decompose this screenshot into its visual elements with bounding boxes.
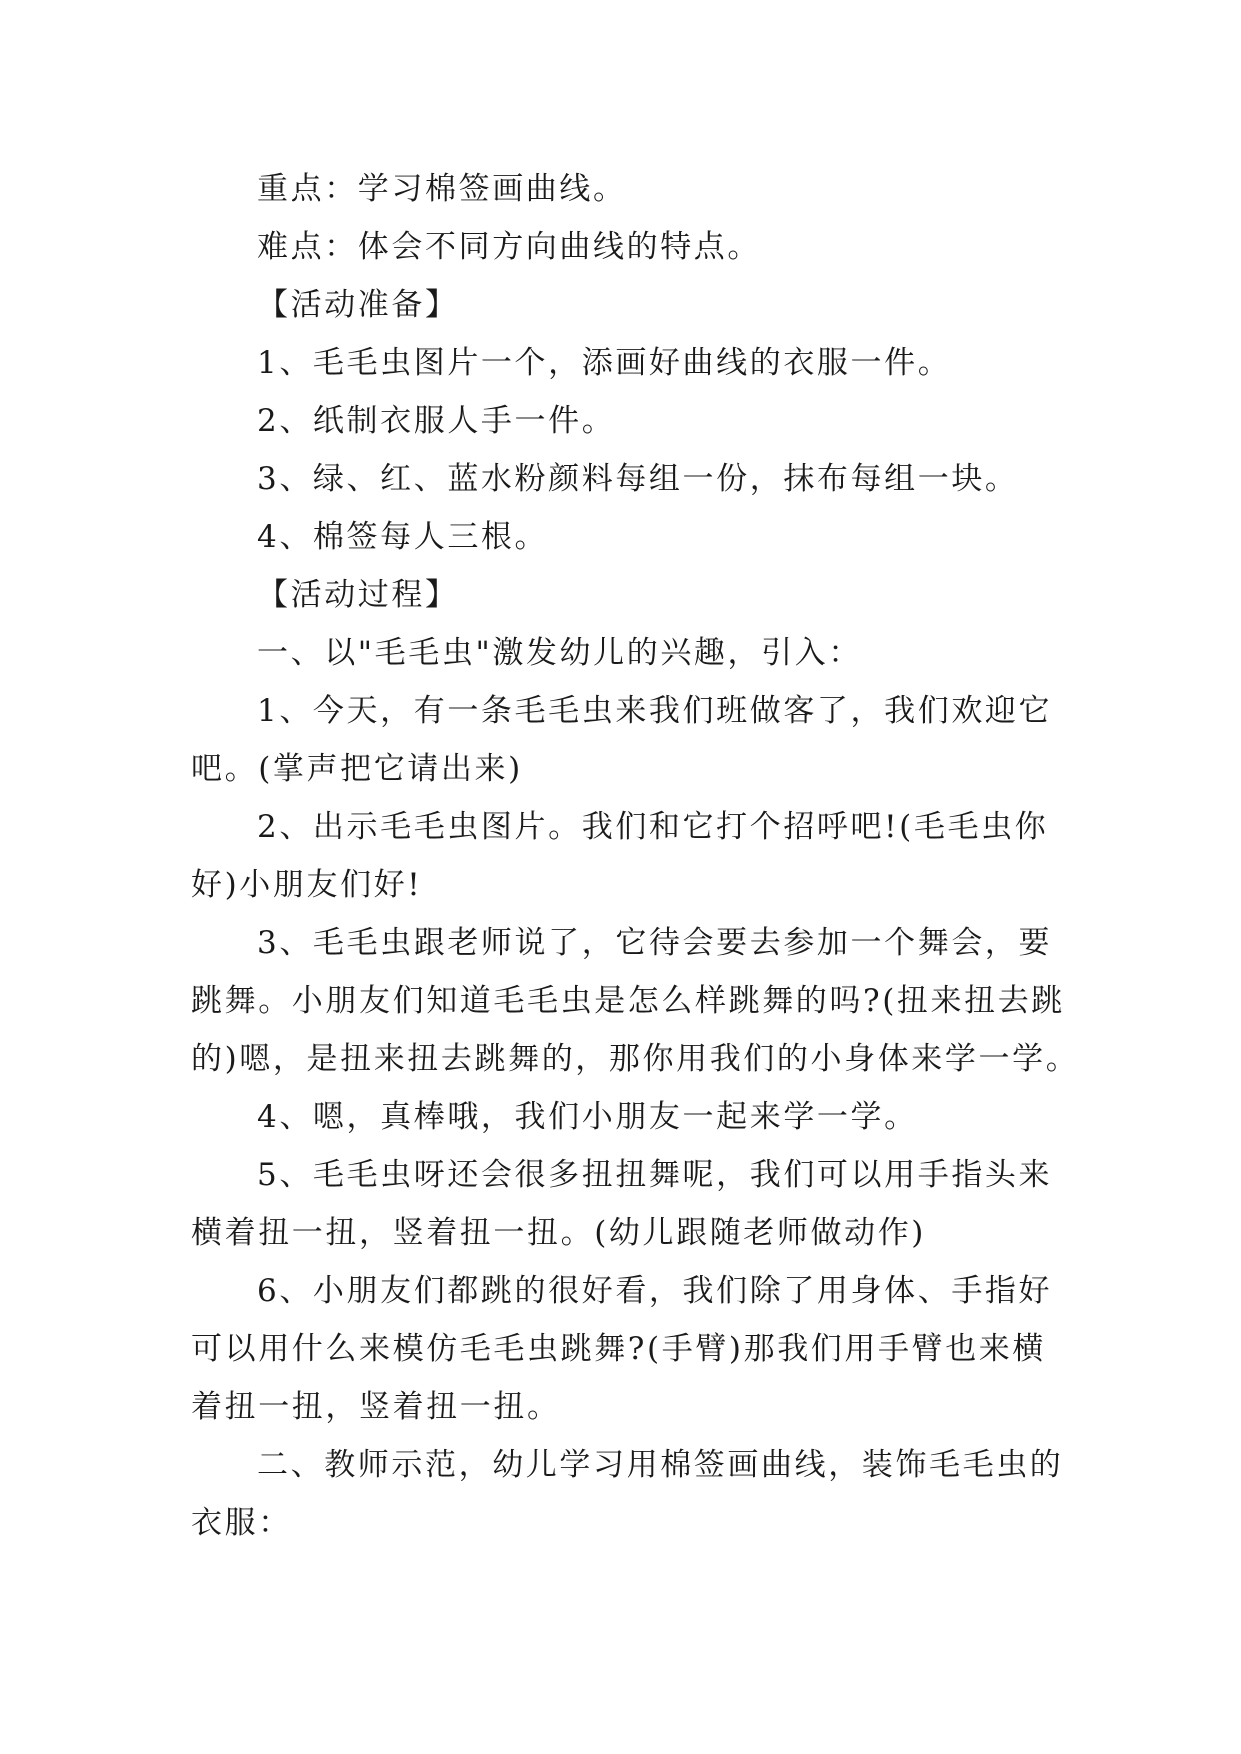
text-line: 4、棉签每人三根。: [257, 519, 549, 555]
text-line: 重点：学习棉签画曲线。: [257, 171, 627, 207]
text-line: 着扭一扭，竖着扭一扭。: [191, 1389, 561, 1425]
process-item-4: [191, 1088, 1051, 1146]
text-line: 3、毛毛虫跟老师说了，它待会要去参加一个舞会，要: [257, 925, 1053, 961]
document-body: [191, 160, 1080, 1552]
process-item-1: [191, 682, 1051, 798]
preparation-item-1: [191, 334, 1051, 392]
text-line: 3、绿、红、蓝水粉颜料每组一份，抹布每组一块。: [257, 461, 1019, 497]
process-step-two-heading: [191, 1436, 1064, 1552]
text-line: 横着扭一扭，竖着扭一扭。(幼儿跟随老师做动作): [191, 1215, 926, 1251]
text-line: 的)嗯，是扭来扭去跳舞的，那你用我们的小身体来学一学。: [191, 1041, 1080, 1077]
text-line: 6、小朋友们都跳的很好看，我们除了用身体、手指好: [257, 1273, 1053, 1309]
preparation-item-2: [191, 392, 1051, 450]
text-line: 二、教师示范，幼儿学习用棉签画曲线，装饰毛毛虫的: [257, 1447, 1064, 1483]
preparation-item-3: [191, 450, 1051, 508]
process-step-one-heading: [191, 624, 1051, 682]
text-line: 好)小朋友们好!: [191, 867, 423, 903]
process-item-3: [191, 914, 1080, 1088]
text-line: 4、嗯，真棒哦，我们小朋友一起来学一学。: [257, 1099, 918, 1135]
text-line: 吧。(掌声把它请出来): [191, 751, 523, 787]
text-line: 【活动过程】: [257, 577, 459, 613]
paragraph-key-point: [191, 160, 1051, 218]
text-line: 【活动准备】: [257, 287, 459, 323]
text-line: 一、以"毛毛虫"激发幼儿的兴趣，引入：: [257, 635, 862, 671]
text-line: 2、纸制衣服人手一件。: [257, 403, 616, 439]
process-item-2: [191, 798, 1051, 914]
paragraph-difficulty: [191, 218, 1051, 276]
text-line: 1、毛毛虫图片一个，添画好曲线的衣服一件。: [257, 345, 952, 381]
text-line: 跳舞。小朋友们知道毛毛虫是怎么样跳舞的吗?(扭来扭去跳: [191, 983, 1065, 1019]
text-line: 1、今天，有一条毛毛虫来我们班做客了，我们欢迎它: [257, 693, 1053, 729]
process-item-5: [191, 1146, 1051, 1262]
text-line: 可以用什么来模仿毛毛虫跳舞?(手臂)那我们用手臂也来横: [191, 1331, 1047, 1367]
section-heading-preparation: [191, 276, 1051, 334]
text-line: 5、毛毛虫呀还会很多扭扭舞呢，我们可以用手指头来: [257, 1157, 1053, 1193]
text-line: 难点：体会不同方向曲线的特点。: [257, 229, 761, 265]
section-heading-process: [191, 566, 1051, 624]
process-item-6: [191, 1262, 1051, 1436]
text-line: 2、出示毛毛虫图片。我们和它打个招呼吧!(毛毛虫你: [257, 809, 1049, 845]
preparation-item-4: [191, 508, 1051, 566]
text-line: 衣服：: [191, 1505, 292, 1541]
